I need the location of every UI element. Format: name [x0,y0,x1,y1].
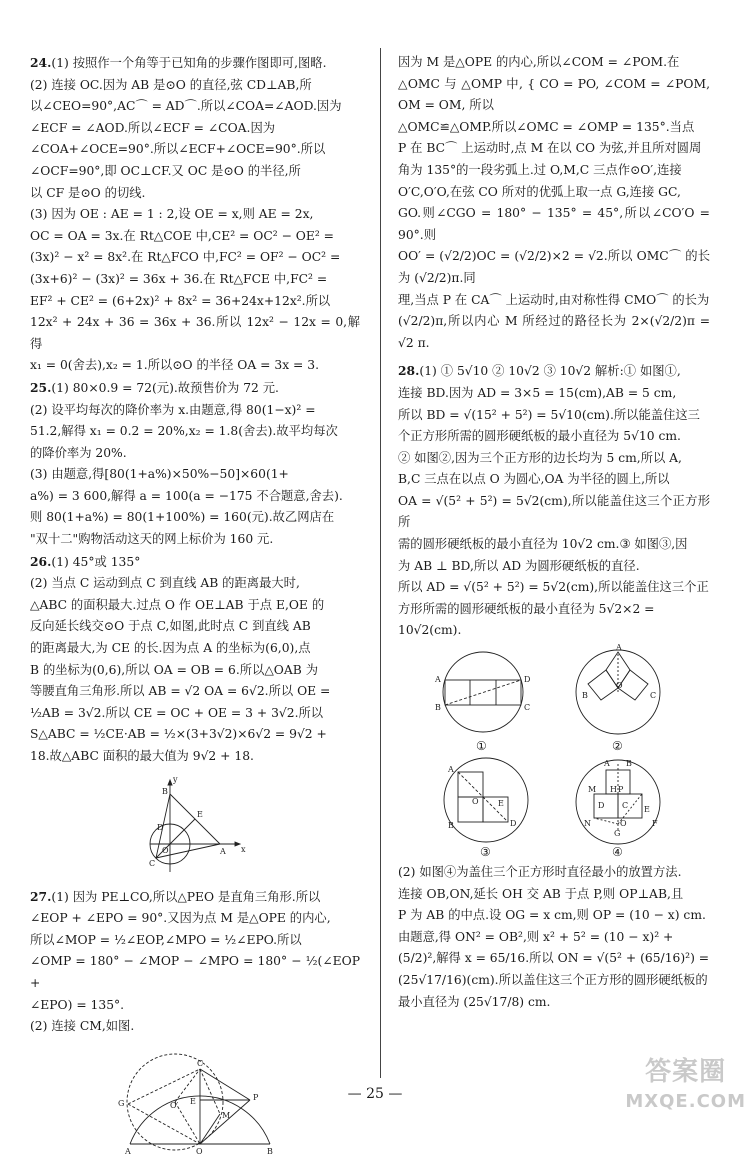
svg-text:B: B [626,759,632,769]
text-line: 51.2,解得 x₁ = 0.2 = 20%,x₂ = 1.8(舍去).故平均每次 [30,424,338,439]
svg-text:B: B [267,1146,273,1156]
text-line: 10√2(cm). [398,623,462,638]
svg-text:C: C [524,703,531,713]
question-27-continued [398,52,710,354]
text-line: "双十二"购物活动这天的网上标价为 160 元. [30,532,274,547]
svg-text:C: C [197,1058,204,1068]
text-line: 连接 BD.因为 AD = 3×5 = 15(cm),AB = 5 cm, [398,385,677,400]
text-line: OO′ = (√2/2)OC = (√2/2)×2 = √2.所以 OMC⌒ 的长为 (√2/2)π.同 [398,249,710,285]
watermark-logo-text: 答案圈 [645,1057,727,1087]
text-line: 最小直径为 (25√17/8) cm. [398,994,551,1009]
text-line: △OMC 与 △OMP 中, { CO = PO, ∠COM = ∠POM, OM = OM, 所以 [398,76,710,113]
svg-text:G: G [614,829,621,839]
text-line: (1) 按照作一个角等于已知角的步骤作图即可,图略. [51,56,327,70]
text-line: (1) 45°或 135° [51,554,141,569]
text-line: 理,当点 P 在 CA⌒ 上运动时,由对称性得 CMO⌒ 的长为 [398,292,710,307]
text-line: 以∠CEO=90°,AC⌒ = AD⌒.所以∠COA=∠AOD.因为 [30,99,342,114]
text-line: OC = OA = 3x.在 Rt△COE 中,CE² = OC² − OE² = [30,228,334,243]
text-line: B,C 三点在以点 O 为圆心,OA 为半径的圆上,所以 [398,472,670,487]
svg-text:A: A [604,759,610,769]
svg-text:O: O [616,681,623,691]
text-line: ∠EPO) = 135°. [30,997,125,1012]
svg-text:C: C [650,691,657,701]
column-divider [380,48,381,1078]
text-line: ∠EOP + ∠EPO = 90°.又因为点 M 是△OPE 的内心, [30,911,331,926]
text-line: 因为 M 是△OPE 的内心,所以∠COM = ∠POM.在 [398,55,680,69]
text-line: 所以 BD = √(15² + 5²) = 5√10(cm).所以能盖住这三 [398,407,700,422]
svg-text:P: P [618,785,624,795]
question-28 [398,360,710,1013]
text-line: 反向延长线交⊙O 于点 C,如图,此时点 C 到直线 AB [30,619,311,634]
question-26 [30,551,360,882]
text-line: O′C,O′O,在弦 CO 所对的优弧上取一点 G,连接 GC, [398,184,681,199]
text-line: 18.故△ABC 面积的最大值为 9√2 + 18. [30,749,254,763]
svg-text:O′: O′ [170,1100,179,1110]
text-line: ∠OCF=90°,即 OC⊥CF.又 OC 是⊙O 的半径,所 [30,163,301,178]
text-line: △ABC 的面积最大.过点 O 作 OE⊥AB 于点 E,OE 的 [30,597,325,612]
svg-text:B: B [435,703,441,713]
text-line: P 在 BC⌒ 上运动时,点 M 在以 CO 为弦,并且所对圆周 [398,141,702,156]
text-line: 所以∠MOP = ½∠EOP,∠MPO = ½∠EPO.所以 [30,932,302,947]
watermark-url: MXQE.COM [625,1091,746,1112]
svg-text:D: D [510,819,517,829]
svg-text:M: M [588,785,597,795]
text-line: (25√17/16)(cm).所以盖住这三个正方形的圆形硬纸板的 [398,973,708,987]
text-line: 的距离最大,为 CE 的长.因为点 A 的坐标为(6,0),点 [30,641,311,656]
text-line: 则 80(1+a%) = 80(1+100%) = 160(元).故乙网店在 [30,510,335,525]
figure-2 [568,642,668,742]
svg-text:B: B [582,691,588,701]
figure-4 [566,752,670,848]
question-24 [30,52,360,377]
svg-text:P: P [253,1092,259,1102]
svg-text:M: M [222,1110,231,1120]
text-line: (√2/2)π,所以内心 M 所经过的路径长为 2×(√2/2)π = √2 π. [398,314,710,350]
text-line: (2) 连接 CM,如图. [30,1019,135,1034]
text-line: (3) 由题意,得[80(1+a%)×50%−50]×60(1+ [30,467,289,482]
text-line: (2) 当点 C 运动到点 C 到直线 AB 的距离最大时, [30,576,300,591]
svg-text:A: A [616,643,622,653]
figure-3-label: ③ [480,845,491,860]
text-line: 等腰直角三角形.所以 AB = √2 OA = 6√2.所以 OE = [30,684,331,699]
text-line: (1) ① 5√10 ② 10√2 ③ 10√2 解析:① 如图①, [419,364,681,379]
text-line: 个正方形所需的圆形硬纸板的最小直径为 5√10 cm. [398,429,681,444]
text-line: ∠COA+∠OCE=90°.所以∠ECF+∠OCE=90°.所以 [30,142,326,157]
svg-text:D: D [157,822,164,832]
text-line: x₁ = 0(舍去),x₂ = 1.所以⊙O 的半径 OA = 3x = 3. [30,358,320,373]
figure-4-label: ④ [612,845,623,860]
svg-text:x: x [241,844,246,854]
text-line: 的降价率为 20%. [30,445,127,460]
text-line: OA = √(5² + 5²) = 5√2(cm),所以能盖住这三个正方形所 [398,493,710,530]
text-line: (1) 因为 PE⊥CO,所以△PEO 是直角三角形.所以 [51,889,321,904]
text-line: 角为 135°的一段劣弧上.过 O,M,C 三点作⊙O′,连接 [398,162,682,177]
question-number: 26. [30,553,52,569]
svg-text:O: O [162,845,169,855]
text-line: S△ABC = ½CE·AB = ½×(3+3√2)×6√2 = 9√2 + [30,727,327,742]
question-number: 25. [30,379,52,395]
svg-text:A: A [435,675,441,685]
svg-text:E: E [644,805,650,815]
text-line: B 的坐标为(0,6),所以 OA = OB = 6.所以△OAB 为 [30,662,319,677]
page-number: — 25 — [347,1086,403,1102]
text-line: 为 AB ⊥ BD,所以 AD 为圆形硬纸板的直径. [398,558,640,573]
text-line: (2) 如图④为盖住三个正方形时直径最小的放置方法. [398,865,682,880]
text-line: (3) 因为 OE : AE = 1 : 2,设 OE = x,则 AE = 2x, [30,207,314,222]
svg-text:E: E [197,809,203,819]
svg-text:A: A [448,765,454,775]
question-number: 24. [30,55,52,70]
text-line: P 为 AB 的中点.设 OG = x cm,则 OP = (10 − x) cm. [398,908,706,923]
watermark [625,1057,746,1117]
q26-coordinate-figure [140,772,250,882]
text-line: (5/2)²,解得 x = 65/16.所以 ON = √(5² + (65/16)²) = [398,951,710,966]
text-line: ② 如图②,因为三个正方形的边长均为 5 cm,所以 A, [398,450,682,465]
text-line: GO.则∠CGO = 180° − 135° = 45°,所以∠CO′O = 90°.则 [398,206,710,242]
text-line: ½AB = 3√2.所以 CE = OC + OE = 3 + 3√2.所以 [30,705,324,720]
question-27 [30,886,360,1158]
figure-1-label: ① [476,739,487,754]
svg-text:O: O [472,797,479,807]
svg-text:O: O [620,819,627,829]
text-line: (2) 连接 OC.因为 AB 是⊙O 的直径,弦 CD⊥AB,所 [30,77,312,92]
text-line: 所以 AD = √(5² + 5²) = 5√2(cm),所以能盖住这三个正 [398,580,709,595]
svg-text:B: B [448,821,454,831]
svg-text:F: F [652,819,658,829]
text-line: (3x)² − x² = 8x².在 Rt△FCO 中,FC² = OF² − OC² = [30,250,341,265]
text-line: (1) 80×0.9 = 72(元).故预售价为 72 元. [51,380,279,395]
figure-3 [436,754,536,846]
svg-text:B: B [162,786,168,796]
svg-text:E: E [498,799,504,809]
svg-text:O: O [196,1146,203,1156]
text-line: 由题意,得 ON² = OB²,则 x² + 5² = (10 − x)² + [398,929,674,944]
text-line: 以 CF 是⊙O 的切线. [30,185,146,200]
q28-figures [398,642,710,862]
right-column [398,52,710,1013]
svg-text:C: C [149,858,156,868]
text-line: 连接 OB,ON,延长 OH 交 AB 于点 P,则 OP⊥AB,且 [398,886,684,901]
svg-text:C: C [622,801,629,811]
svg-text:y: y [173,774,178,784]
svg-text:A: A [125,1146,131,1156]
svg-text:E: E [190,1096,196,1106]
svg-text:N: N [584,819,591,829]
text-line: EF² + CE² = (6+2x)² + 8x² = 36+24x+12x².所以 [30,293,331,308]
question-25 [30,377,360,551]
question-number: 28. [398,363,420,379]
svg-text:H: H [610,785,617,795]
text-line: 12x² + 24x + 36 = 36x + 36.所以 12x² − 12x = 0,解得 [30,315,360,351]
svg-text:D: D [598,801,605,811]
text-line: △OMC≌△OMP.所以∠OMC = ∠OMP = 135°.当点 [398,119,695,134]
text-line: 需的圆形硬纸板的最小直径为 10√2 cm.③ 如图③,因 [398,537,688,552]
svg-text:D: D [524,675,531,685]
text-line: a%) = 3 600,解得 a = 100(a = −175 不合题意,舍去). [30,488,343,503]
figure-1 [428,650,538,740]
svg-text:A: A [220,846,226,856]
text-line: ∠ECF = ∠AOD.所以∠ECF = ∠COA.因为 [30,120,276,135]
text-line: ∠OMP = 180° − ∠MOP − ∠MPO = 180° − ½(∠EOP + [30,954,360,990]
question-number: 27. [30,888,52,904]
svg-text:G: G [118,1098,125,1108]
text-line: (3x+6)² − (3x)² = 36x + 36.在 Rt△FCE 中,FC² = [30,271,328,286]
figure-2-label: ② [612,739,623,754]
left-column [30,52,360,1162]
text-line: 方形所需的圆形硬纸板的最小直径为 5√2×2 = [398,601,655,616]
text-line: (2) 设平均每次的降价率为 x.由题意,得 80(1−x)² = [30,402,316,417]
